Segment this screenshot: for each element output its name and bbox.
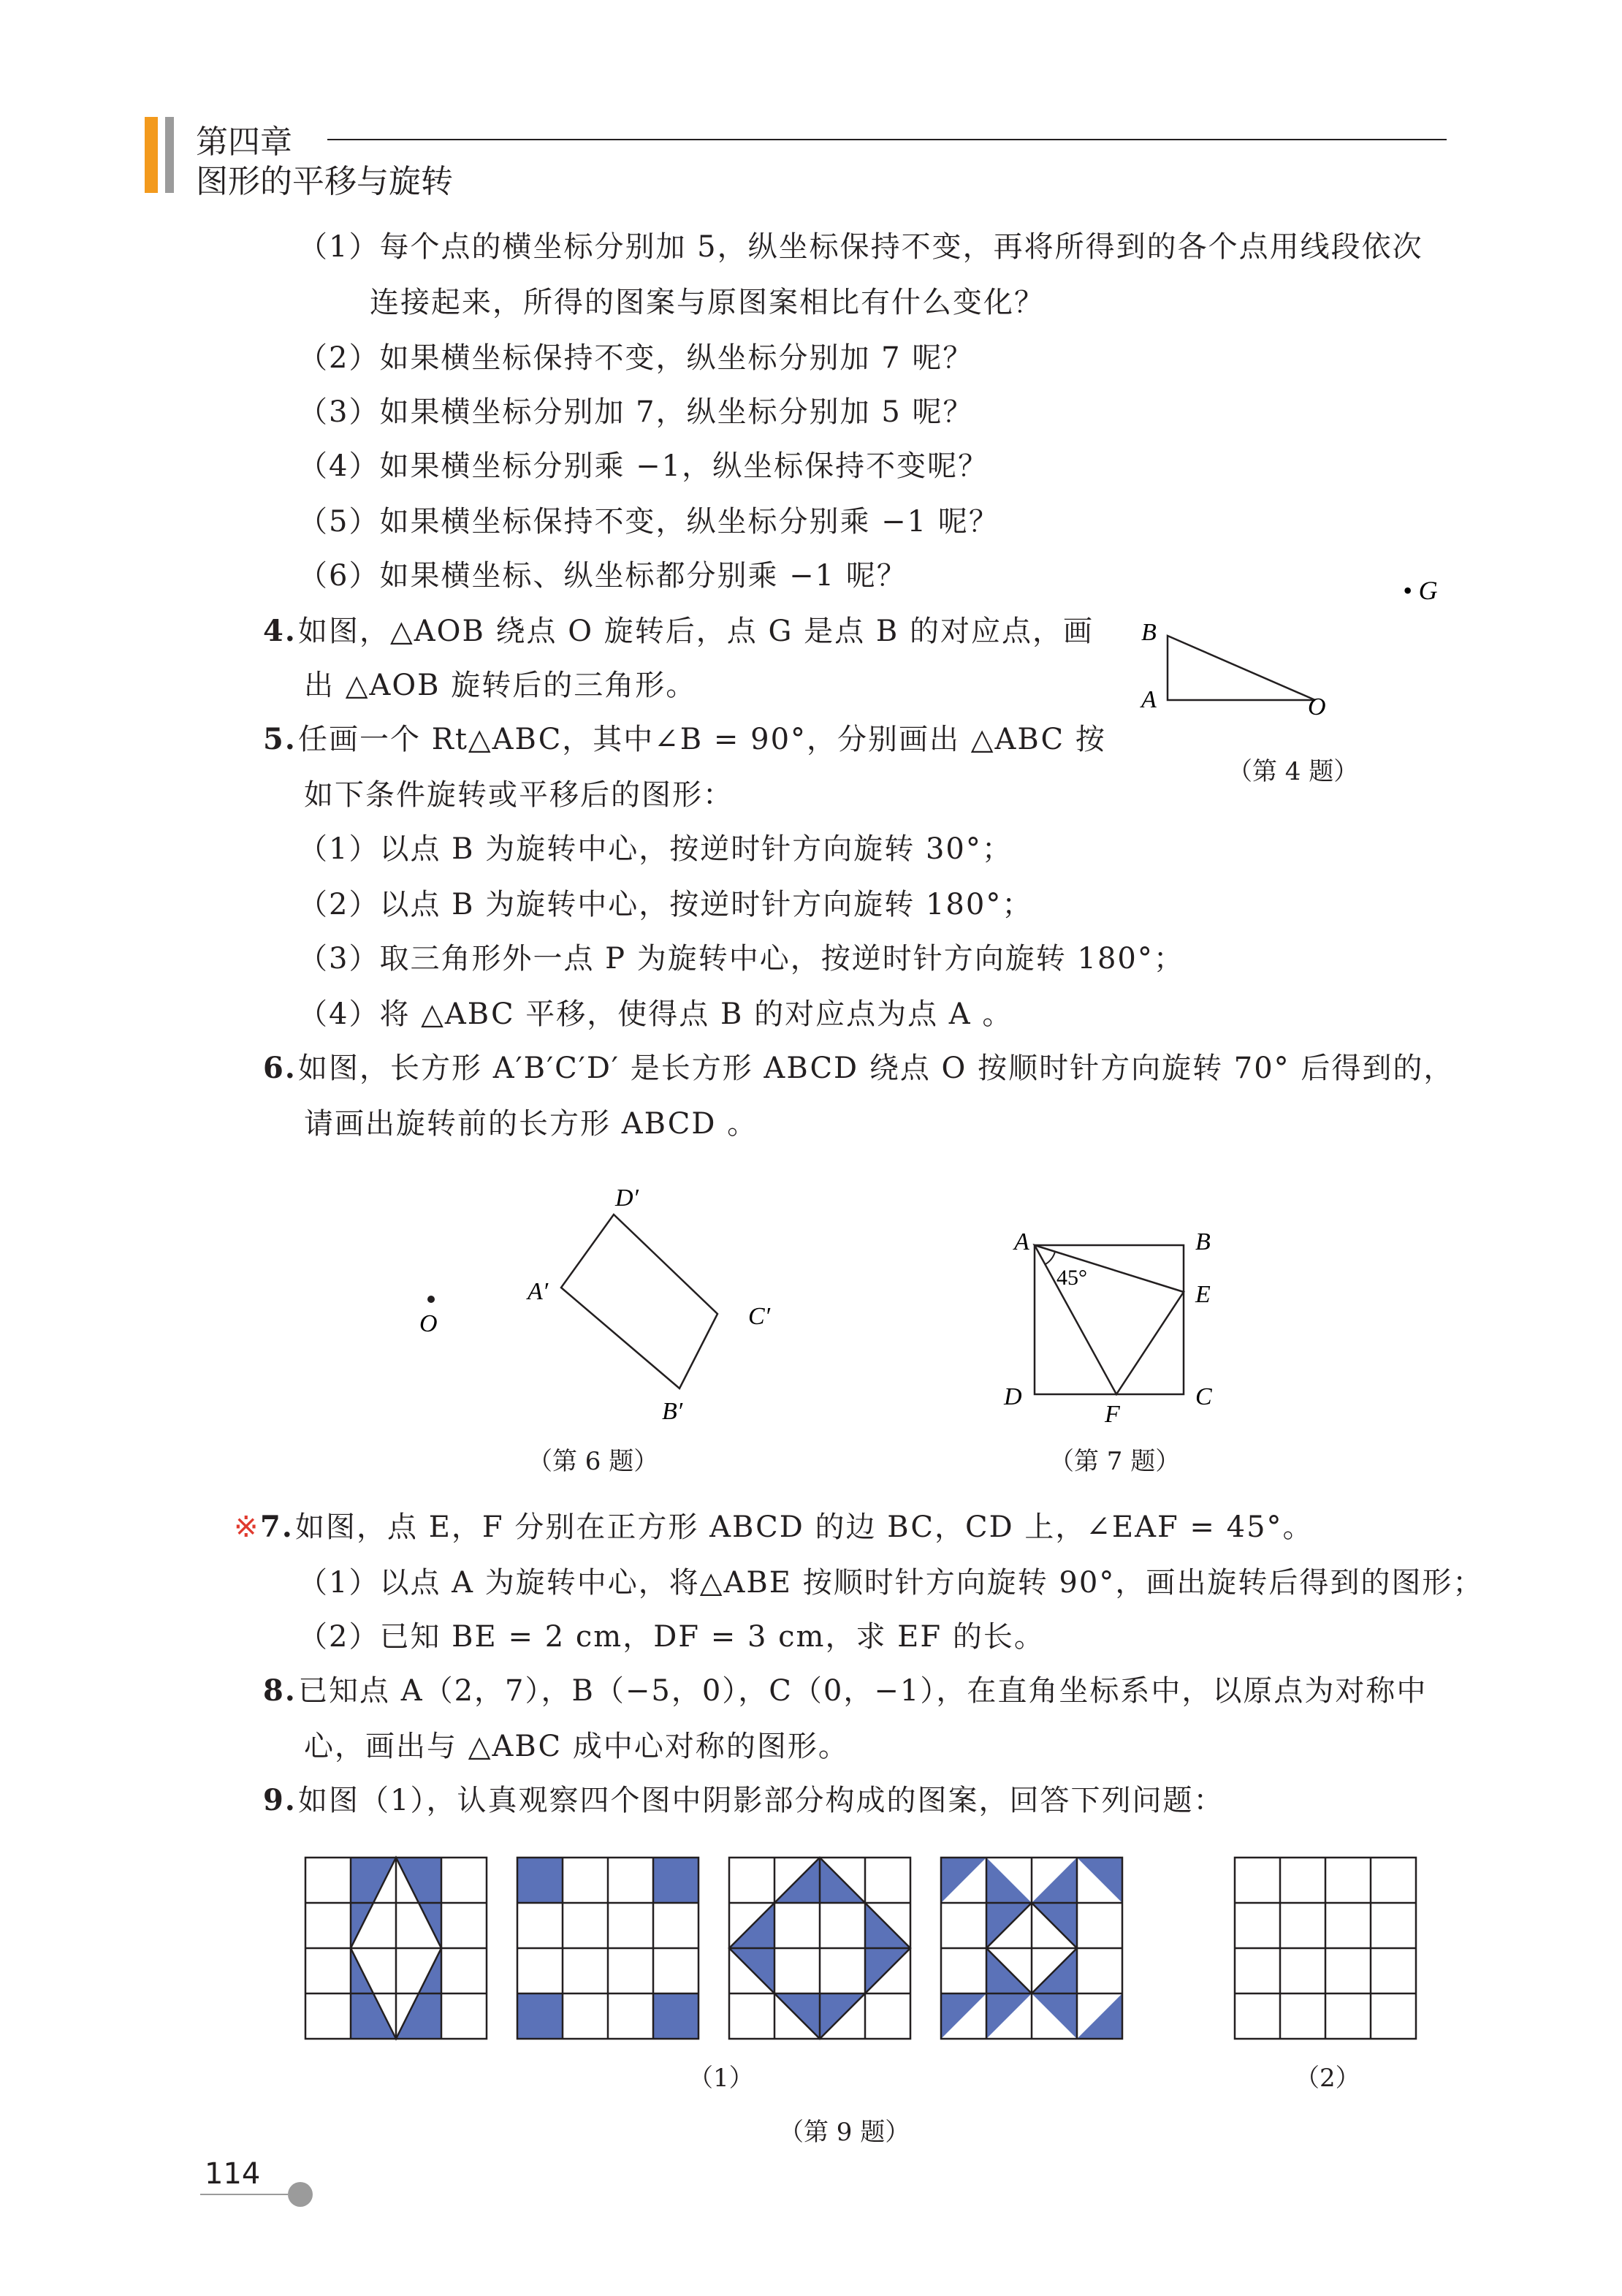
label-b: B — [1141, 619, 1157, 646]
q9-number: 9. — [263, 1783, 297, 1817]
q3-item-3: （3）如果横坐标分别加 7，纵坐标分别加 5 呢？ — [298, 395, 974, 429]
header-accent-bar-2 — [165, 117, 174, 193]
header-accent-bar — [145, 117, 158, 193]
q9-figure — [292, 1849, 1432, 2053]
q4-text-1: 如图，△AOB 绕点 O 旋转后，点 G 是点 B 的对应点，画 — [298, 615, 1094, 648]
label-b: B — [1195, 1228, 1211, 1255]
q4-text-2: 出 △AOB 旋转后的三角形。 — [304, 669, 697, 702]
q4-number: 4. — [263, 614, 297, 648]
q7-figure — [994, 1206, 1257, 1432]
empty-grid — [1235, 1858, 1416, 2039]
q5-text-1: 任画一个 Rt△ABC，其中∠B = 90°，分别画出 △ABC 按 — [298, 723, 1106, 756]
label-o: O — [1308, 693, 1326, 721]
chapter-number: 第四章 — [196, 123, 292, 161]
label-d: D — [1004, 1383, 1022, 1410]
q3-item-4: （4）如果横坐标分别乘 −1，纵坐标保持不变呢？ — [298, 449, 989, 483]
label-c-prime: C′ — [748, 1303, 771, 1330]
label-e: E — [1195, 1281, 1211, 1308]
q9-caption: （第 9 题） — [779, 2118, 910, 2147]
q3-item-5: （5）如果横坐标保持不变，纵坐标分别乘 −1 呢？ — [298, 505, 1000, 539]
q7-text-1: 如图，点 E，F 分别在正方形 ABCD 的边 BC，CD 上，∠EAF = 45°。 — [295, 1510, 1314, 1544]
q3-item-1: （1）每个点的横坐标分别加 5，纵坐标保持不变，再将所得到的各个点用线段依次 — [298, 230, 1423, 264]
pattern-grid-2 — [517, 1858, 698, 2039]
pattern-grid-1 — [305, 1858, 487, 2039]
label-angle: 45° — [1056, 1266, 1087, 1290]
angle-arc — [1046, 1252, 1055, 1264]
q7-mark: ※ — [234, 1510, 260, 1544]
q6-number: 6. — [263, 1051, 297, 1085]
label-c: C — [1195, 1383, 1212, 1410]
q4-caption: （第 4 题） — [1227, 757, 1359, 786]
q8-number: 8. — [263, 1673, 297, 1708]
q3-item-6: （6）如果横坐标、纵坐标都分别乘 −1 呢？ — [298, 559, 907, 593]
q3-item-2: （2）如果横坐标保持不变，纵坐标分别加 7 呢？ — [298, 341, 974, 375]
q8-text-1: 已知点 A（2，7），B（−5，0），C（0，−1），在直角坐标系中，以原点为对称中 — [298, 1674, 1428, 1708]
q6-text-1: 如图，长方形 A′B′C′D′ 是长方形 ABCD 绕点 O 按顺时针方向旋转 70° 后得到的， — [298, 1052, 1455, 1085]
q5-item-1: （1）以点 B 为旋转中心，按逆时针方向旋转 30°； — [298, 832, 1013, 866]
q6-caption: （第 6 题） — [528, 1447, 659, 1476]
label-d-prime: D′ — [615, 1185, 639, 1212]
pattern-grid-4 — [941, 1858, 1122, 2039]
label-a-prime: A′ — [528, 1278, 549, 1305]
page-number-dot — [288, 2182, 313, 2207]
page-number-rule — [200, 2194, 288, 2195]
q9-text-1: 如图（1），认真观察四个图中阴影部分构成的图案，回答下列问题： — [298, 1784, 1225, 1817]
q7-item-2: （2）已知 BE = 2 cm，DF = 3 cm，求 EF 的长。 — [298, 1620, 1045, 1654]
label-a: A — [1141, 686, 1157, 713]
q7-number: 7. — [260, 1510, 294, 1544]
q3-item-1-cont: 连接起来，所得的图案与原图案相比有什么变化？ — [370, 286, 1045, 319]
label-o: O — [419, 1310, 438, 1337]
q5-text-2: 如下条件旋转或平移后的图形： — [304, 778, 734, 812]
q7-caption: （第 7 题） — [1049, 1447, 1181, 1476]
pattern-grid-3 — [729, 1858, 910, 2039]
point-o — [427, 1296, 435, 1303]
q9-caption-2: （2） — [1295, 2064, 1360, 2093]
q5-number: 5. — [263, 722, 297, 756]
label-b-prime: B′ — [662, 1398, 683, 1425]
page-number: 114 — [205, 2157, 261, 2191]
q5-item-2: （2）以点 B 为旋转中心，按逆时针方向旋转 180°； — [298, 888, 1033, 921]
label-f: F — [1105, 1401, 1120, 1428]
q5-item-4: （4）将 △ABC 平移，使得点 B 的对应点为点 A 。 — [298, 997, 1013, 1031]
q9-caption-1: （1） — [688, 2064, 754, 2093]
q6-text-2: 请画出旋转前的长方形 ABCD 。 — [304, 1107, 758, 1141]
q5-item-3: （3）取三角形外一点 P 为旋转中心，按逆时针方向旋转 180°； — [298, 942, 1184, 976]
q7-item-1: （1）以点 A 为旋转中心，将△ABE 按顺时针方向旋转 90°，画出旋转后得到的图形； — [298, 1566, 1484, 1600]
q8-text-2: 心，画出与 △ABC 成中心对称的图形。 — [304, 1730, 849, 1763]
chapter-title: 图形的平移与旋转 — [196, 163, 453, 200]
header-rule — [327, 139, 1447, 140]
triangle-aob — [1168, 636, 1315, 700]
q6-figure — [395, 1169, 804, 1432]
rectangle-a-b-c-d-prime — [561, 1214, 717, 1388]
label-g: • G — [1403, 576, 1438, 605]
label-a: A — [1014, 1228, 1029, 1255]
